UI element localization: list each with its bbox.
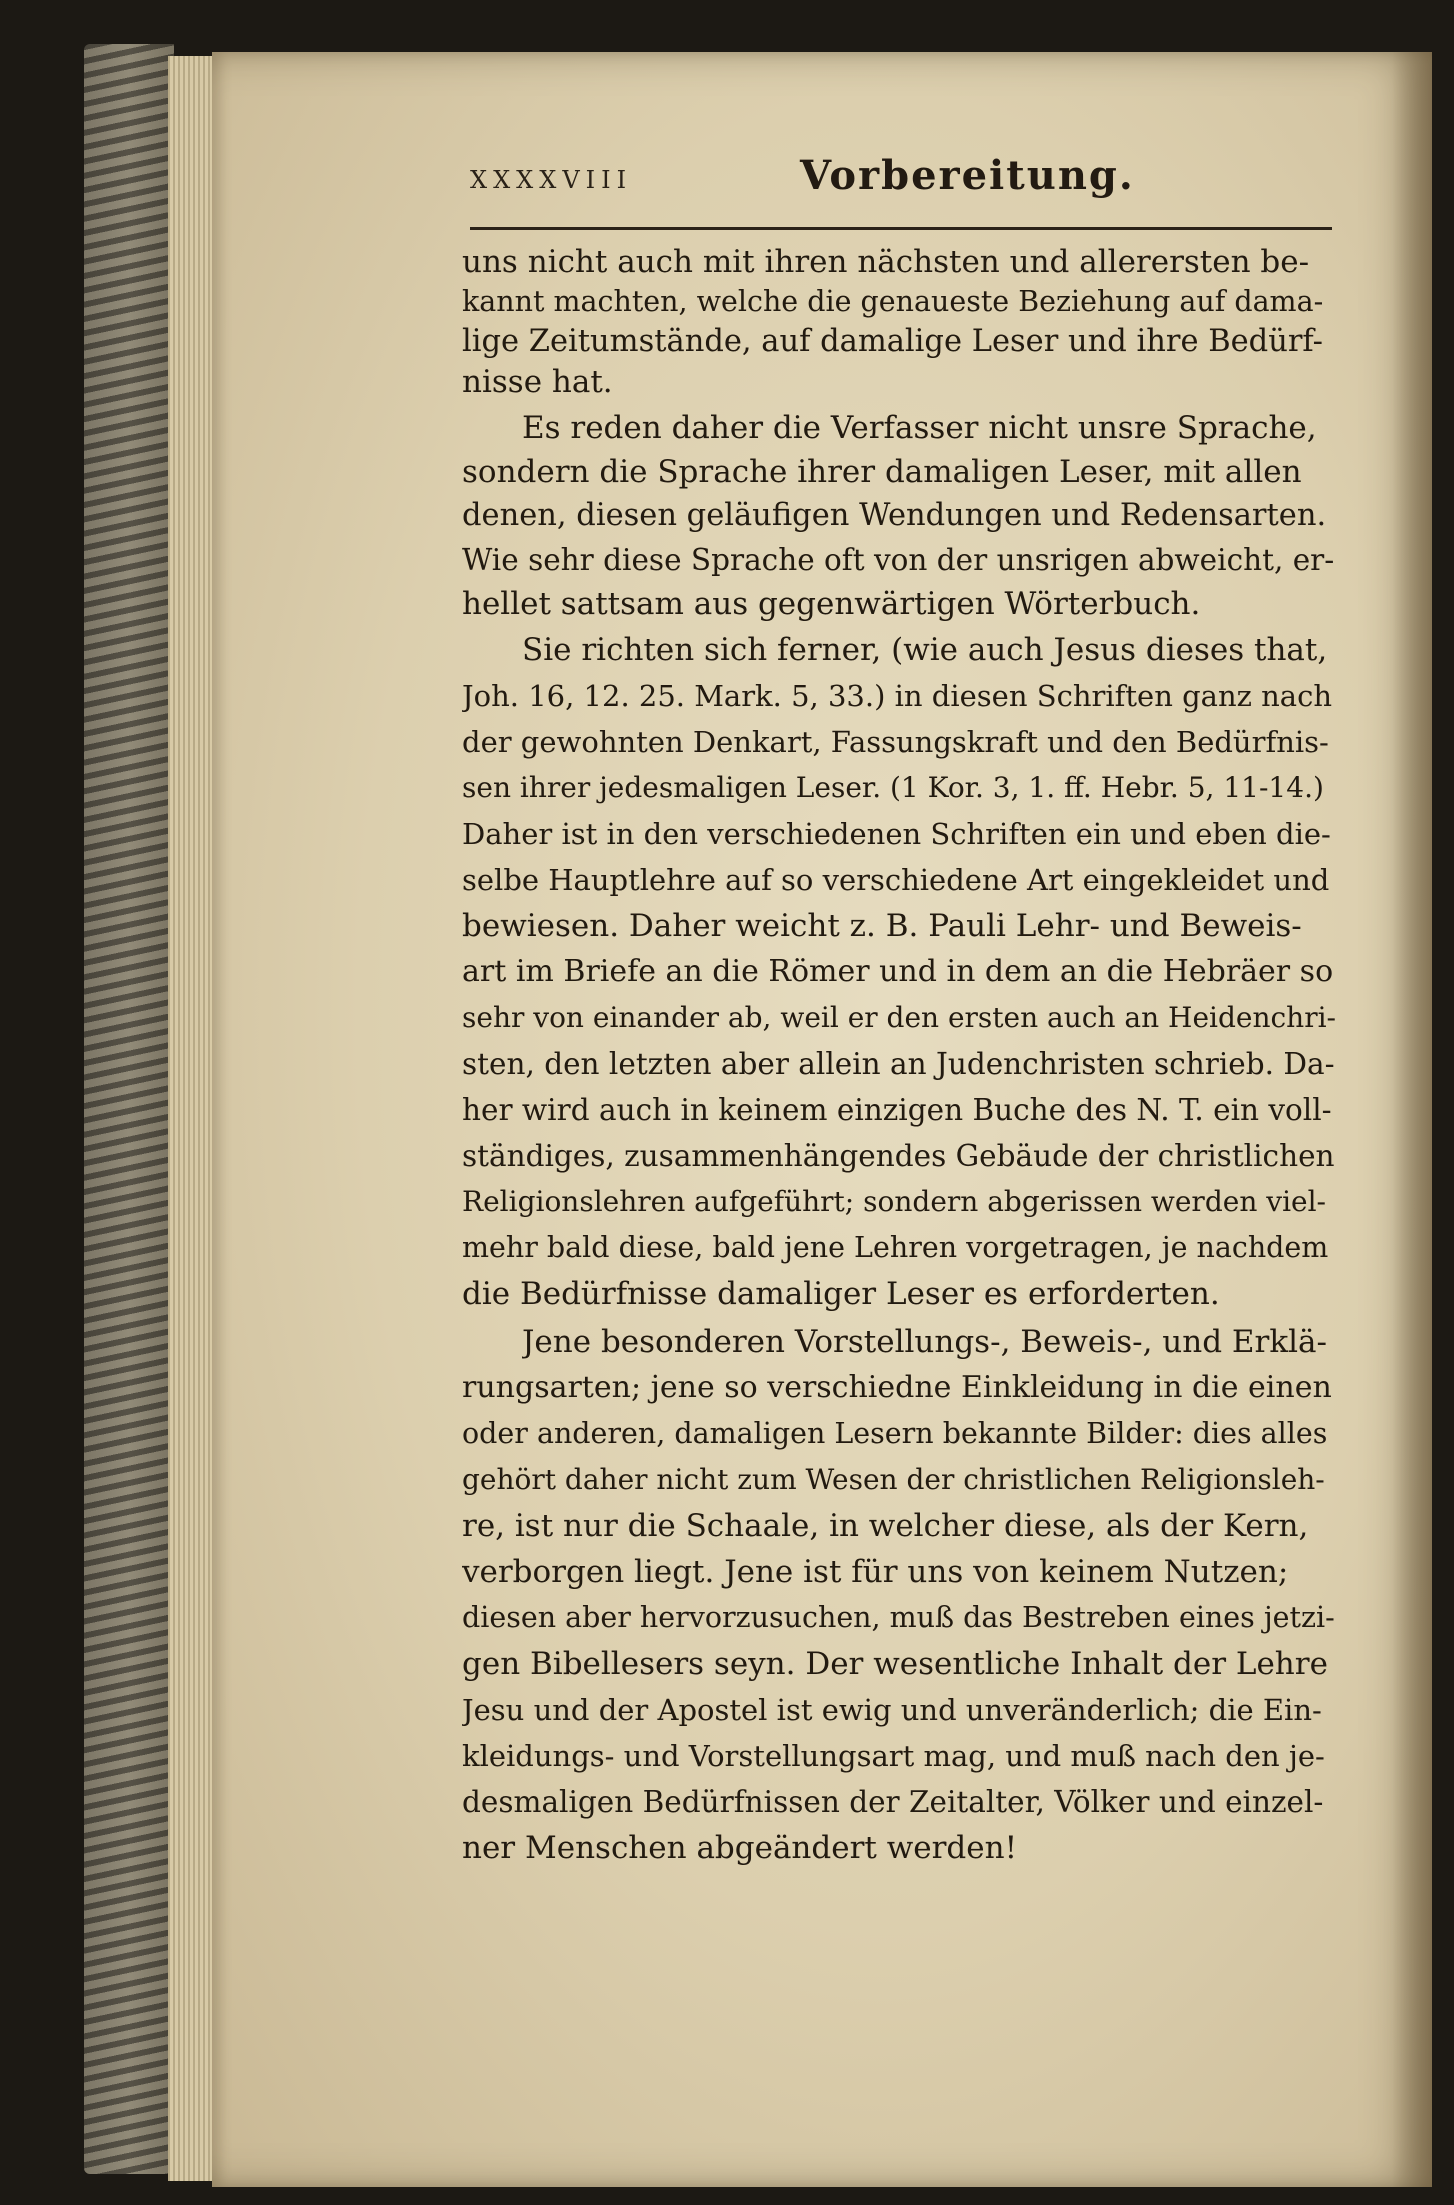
text-line: sen ihrer jedesmaligen Leser. (1 Kor. 3, 1. ff. Hebr. 5, 11-14.) [462,771,1324,804]
page-gutter-shadow [1392,52,1432,2187]
text-line: sondern die Sprache ihrer damaligen Leser, mit allen [462,454,1302,490]
text-line: rungsarten; jene so verschiedne Einkleidung in die einen [462,1370,1332,1405]
text-line: sehr von einander ab, weil er den ersten auch an Heidenchri- [462,1001,1336,1034]
text-line: ner Menschen abgeändert werden! [462,1830,1018,1866]
text-line: Joh. 16, 12. 25. Mark. 5, 33.) in diesen Schriften ganz nach [462,679,1332,713]
text-line: lige Zeitumstände, auf damalige Leser und ihre Bedürf- [462,324,1323,359]
text-line: denen, diesen geläufigen Wendungen und Redensarten. [462,498,1327,533]
text-line: kleidungs- und Vorstellungsart mag, und muß nach den je- [462,1739,1325,1773]
text-line: nisse hat. [462,364,613,400]
text-line: Daher ist in den verschiedenen Schriften ein und eben die- [462,817,1331,851]
text-line: mehr bald diese, bald jene Lehren vorgetragen, je nachdem [462,1231,1329,1264]
header-rule [470,227,1332,230]
text-line: sten, den letzten aber allein an Judenchristen schrieb. Da- [462,1047,1335,1081]
text-line: gen Bibellesers seyn. Der wesentliche Inhalt der Lehre [462,1646,1328,1682]
text-line: gehört daher nicht zum Wesen der christlichen Religionsleh- [462,1463,1325,1496]
text-line: re, ist nur die Schaale, in welcher diese, als der Kern, [462,1508,1309,1544]
text-line: oder anderen, damaligen Lesern bekannte Bilder: dies alles [462,1417,1328,1450]
text-line: uns nicht auch mit ihren nächsten und allerersten be- [462,244,1310,280]
page-title: Vorbereitung. [800,152,1135,199]
text-line: art im Briefe an die Römer und in dem an die Hebräer so [462,954,1334,989]
text-line: diesen aber hervorzusuchen, muß das Bestreben eines jetzi- [462,1601,1335,1634]
text-line: selbe Hauptlehre auf so verschiedene Art eingekleidet und [462,863,1330,897]
text-line: Sie richten sich ferner, (wie auch Jesus dieses that, [522,632,1328,668]
text-line: Religionslehren aufgeführt; sondern abgerissen werden viel- [462,1185,1327,1218]
text-line: kannt machten, welche die genaueste Beziehung auf dama- [462,285,1324,318]
text-line: der gewohnten Denkart, Fassungskraft und den Bedürfnis- [462,725,1329,759]
body-text [462,240,1336,1940]
text-line: Es reden daher die Verfasser nicht unsre Sprache, [522,410,1317,446]
text-line: hellet sattsam aus gegenwärtigen Wörterbuch. [462,586,1201,622]
text-line: desmaligen Bedürfnissen der Zeitalter, Völker und einzel- [462,1785,1324,1819]
text-line: bewiesen. Daher weicht z. B. Pauli Lehr- und Beweis- [462,908,1302,944]
text-line: die Bedürfnisse damaliger Leser es erforderten. [462,1276,1220,1312]
text-line: ständiges, zusammenhängendes Gebäude der christlichen [462,1139,1335,1173]
text-line: Wie sehr diese Sprache oft von der unsrigen abweicht, er- [462,543,1335,577]
text-line: Jene besonderen Vorstellungs-, Beweis-, und Erklä- [522,1324,1328,1360]
marbled-cover-edge [84,44,174,2174]
text-line: Jesu und der Apostel ist ewig und unveränderlich; die Ein- [462,1693,1322,1727]
text-line: her wird auch in keinem einzigen Buche des N. T. ein voll- [462,1093,1332,1127]
page-number: XXXXVIII [470,166,633,194]
text-line: verborgen liegt. Jene ist für uns von keinem Nutzen; [462,1554,1289,1590]
running-head [470,152,1330,222]
